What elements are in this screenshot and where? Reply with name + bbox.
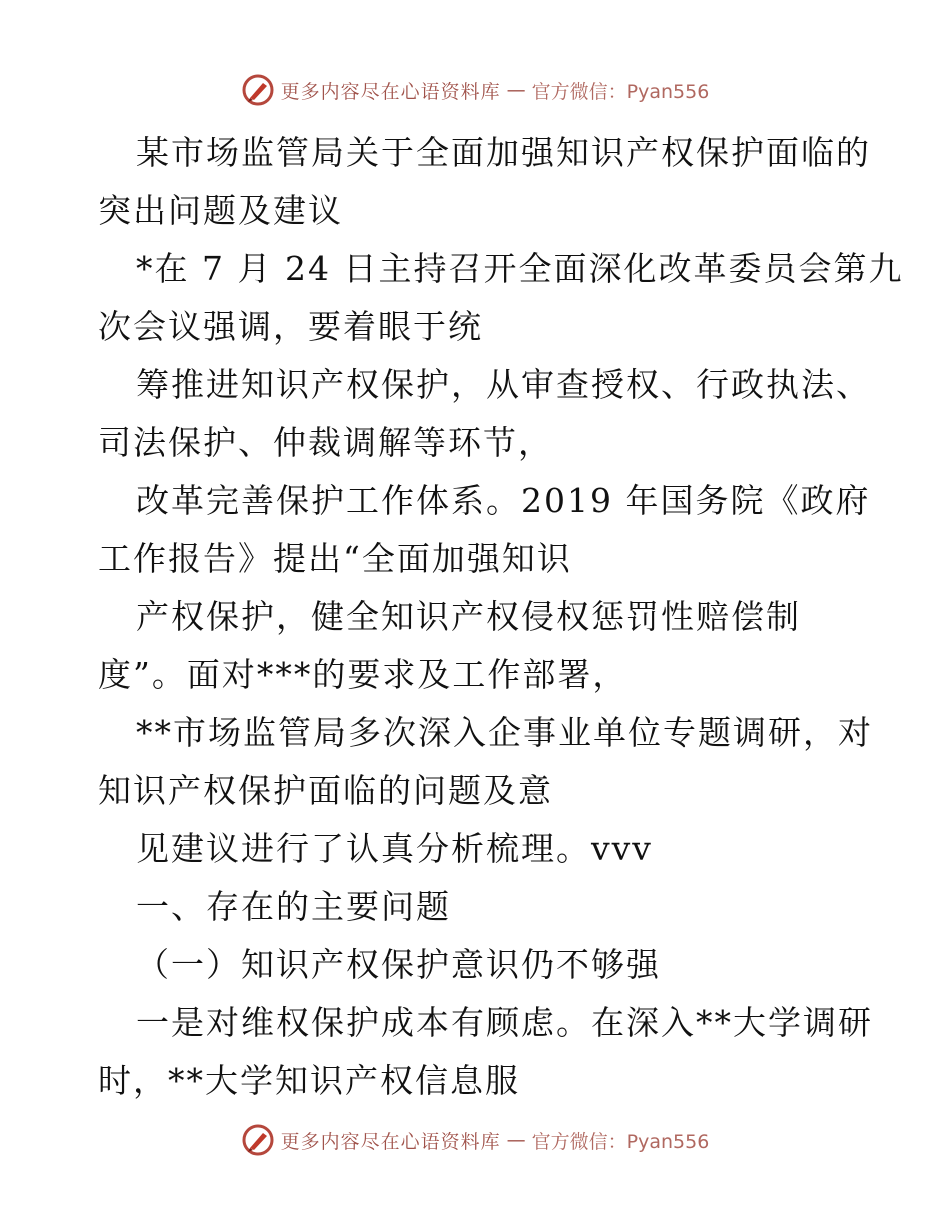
paragraph-line: 一是对维权保护成本有顾虑。在深入**大学调研 <box>136 1003 873 1042</box>
paragraph-line: 产权保护，健全知识产权侵权惩罚性赔偿制 <box>136 597 801 636</box>
banner-separator: — <box>506 1129 526 1151</box>
paragraph-line: **市场监管局多次深入企事业单位专题调研，对 <box>136 713 873 752</box>
title-line-2: 突出问题及建议 <box>98 191 343 230</box>
pen-logo-icon <box>241 1123 275 1157</box>
banner-slogan: 更多内容尽在心语资料库 <box>280 1130 501 1153</box>
banner-contact: 官方微信：Pyan556 <box>531 80 710 103</box>
title-line-1: 某市场监管局关于全面加强知识产权保护面临的 <box>136 133 871 172</box>
paragraph-line: 见建议进行了认真分析梳理。vvv <box>136 829 653 868</box>
paragraph-line: 筹推进知识产权保护，从审查授权、行政执法、 <box>136 365 871 404</box>
section-heading: 一、存在的主要问题 <box>136 887 451 926</box>
paragraph-line: 知识产权保护面临的问题及意 <box>98 771 553 810</box>
paragraph-line: 司法保护、仲裁调解等环节， <box>98 423 553 462</box>
paragraph-line: 工作报告》提出“全面加强知识 <box>98 539 572 578</box>
paragraph-line: *在 7 月 24 日主持召开全面深化改革委员会第九 <box>136 249 904 288</box>
header-watermark <box>0 70 950 110</box>
banner-separator: — <box>506 79 526 101</box>
subsection-heading: （一）知识产权保护意识仍不够强 <box>136 945 661 984</box>
paragraph-line: 改革完善保护工作体系。2019 年国务院《政府 <box>136 481 871 520</box>
footer-watermark <box>0 1120 950 1160</box>
banner-contact: 官方微信：Pyan556 <box>531 1130 710 1153</box>
paragraph-line: 度”。面对***的要求及工作部署， <box>98 655 628 694</box>
banner-slogan: 更多内容尽在心语资料库 <box>280 80 501 103</box>
paragraph-line: 时，**大学知识产权信息服 <box>98 1061 520 1100</box>
document-body <box>98 124 904 1110</box>
paragraph-line: 次会议强调，要着眼于统 <box>98 307 483 346</box>
pen-logo-icon <box>241 73 275 107</box>
